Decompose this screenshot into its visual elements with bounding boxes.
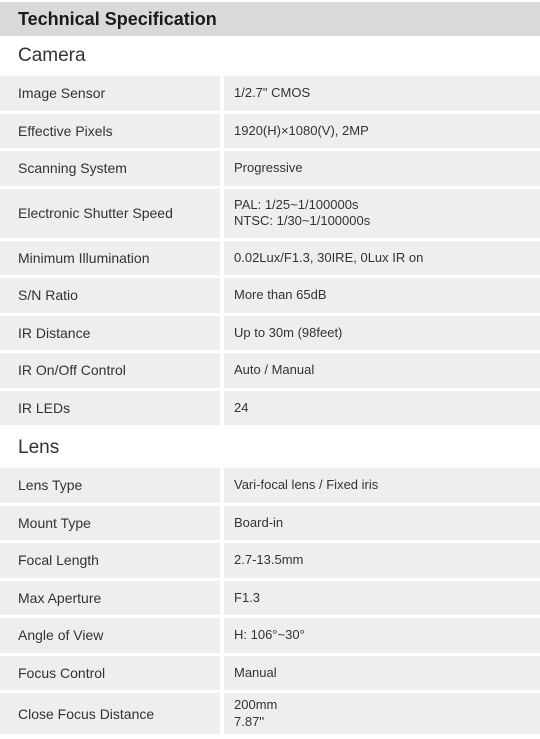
spec-value <box>224 656 540 694</box>
spec-label: Angle of View <box>0 618 220 656</box>
spec-value <box>224 693 540 737</box>
spec-value-line: More than 65dB <box>234 287 327 303</box>
spec-label: Lens Type <box>0 468 220 506</box>
spec-value-line: Progressive <box>234 160 303 176</box>
spec-value <box>224 506 540 544</box>
spec-value-line: 24 <box>234 399 249 415</box>
page-title: Technical Specification <box>0 0 540 36</box>
spec-row-sn-ratio <box>0 278 540 316</box>
spec-label: Electronic Shutter Speed <box>0 189 220 241</box>
spec-label: Mount Type <box>0 506 220 544</box>
section-header-camera: Camera <box>0 36 540 76</box>
spec-row-image-sensor <box>0 76 540 114</box>
spec-value-line: 1920(H)×1080(V), 2MP <box>234 122 369 138</box>
spec-value <box>224 391 540 429</box>
spec-row-lens-type <box>0 468 540 506</box>
spec-label: IR LEDs <box>0 391 220 429</box>
spec-value-line: 2.7-13.5mm <box>234 552 304 568</box>
spec-row-max-aperture <box>0 581 540 619</box>
spec-label: Image Sensor <box>0 76 220 114</box>
spec-value <box>224 316 540 354</box>
spec-value-line: F1.3 <box>234 589 261 605</box>
spec-row-ir-control <box>0 353 540 391</box>
spec-row-angle-of-view <box>0 618 540 656</box>
spec-value <box>224 353 540 391</box>
spec-label: Max Aperture <box>0 581 220 619</box>
spec-value-line: Up to 30m (98feet) <box>234 324 343 340</box>
spec-value <box>224 278 540 316</box>
spec-label: S/N Ratio <box>0 278 220 316</box>
spec-value <box>224 618 540 656</box>
spec-value-line: 0.02Lux/F1.3, 30IRE, 0Lux IR on <box>234 249 424 265</box>
spec-row-ir-distance <box>0 316 540 354</box>
spec-row-mount-type <box>0 506 540 544</box>
spec-value <box>224 151 540 189</box>
spec-row-close-focus-distance <box>0 693 540 737</box>
spec-value-line: 200mm <box>234 697 278 713</box>
spec-value <box>224 189 540 241</box>
spec-value-line: H: 106°~30° <box>234 627 305 643</box>
spec-value <box>224 543 540 581</box>
spec-value <box>224 114 540 152</box>
spec-value-line: PAL: 1/25~1/100000s <box>234 196 359 212</box>
spec-value <box>224 581 540 619</box>
spec-row-minimum-illumination <box>0 241 540 279</box>
spec-row-effective-pixels <box>0 114 540 152</box>
spec-label: IR Distance <box>0 316 220 354</box>
spec-label: Effective Pixels <box>0 114 220 152</box>
spec-value-line: Board-in <box>234 514 284 530</box>
spec-value-line: Auto / Manual <box>234 362 315 378</box>
spec-label: Scanning System <box>0 151 220 189</box>
spec-value-line: 7.87'' <box>234 713 265 729</box>
section-header-lens: Lens <box>0 428 540 468</box>
spec-value <box>224 468 540 506</box>
spec-value <box>224 76 540 114</box>
spec-label: Close Focus Distance <box>0 693 220 737</box>
spec-value-line: Manual <box>234 664 277 680</box>
spec-row-scanning-system <box>0 151 540 189</box>
spec-value-line: Vari-focal lens / Fixed iris <box>234 477 379 493</box>
spec-label: Focal Length <box>0 543 220 581</box>
spec-label: Focus Control <box>0 656 220 694</box>
spec-row-focus-control <box>0 656 540 694</box>
spec-value-line: NTSC: 1/30~1/100000s <box>234 213 371 228</box>
spec-row-ir-leds <box>0 391 540 429</box>
spec-row-focal-length <box>0 543 540 581</box>
spec-value <box>224 241 540 279</box>
spec-label: IR On/Off Control <box>0 353 220 391</box>
spec-label: Minimum Illumination <box>0 241 220 279</box>
spec-value-line: 1/2.7" CMOS <box>234 85 311 101</box>
spec-row-shutter-speed <box>0 189 540 241</box>
